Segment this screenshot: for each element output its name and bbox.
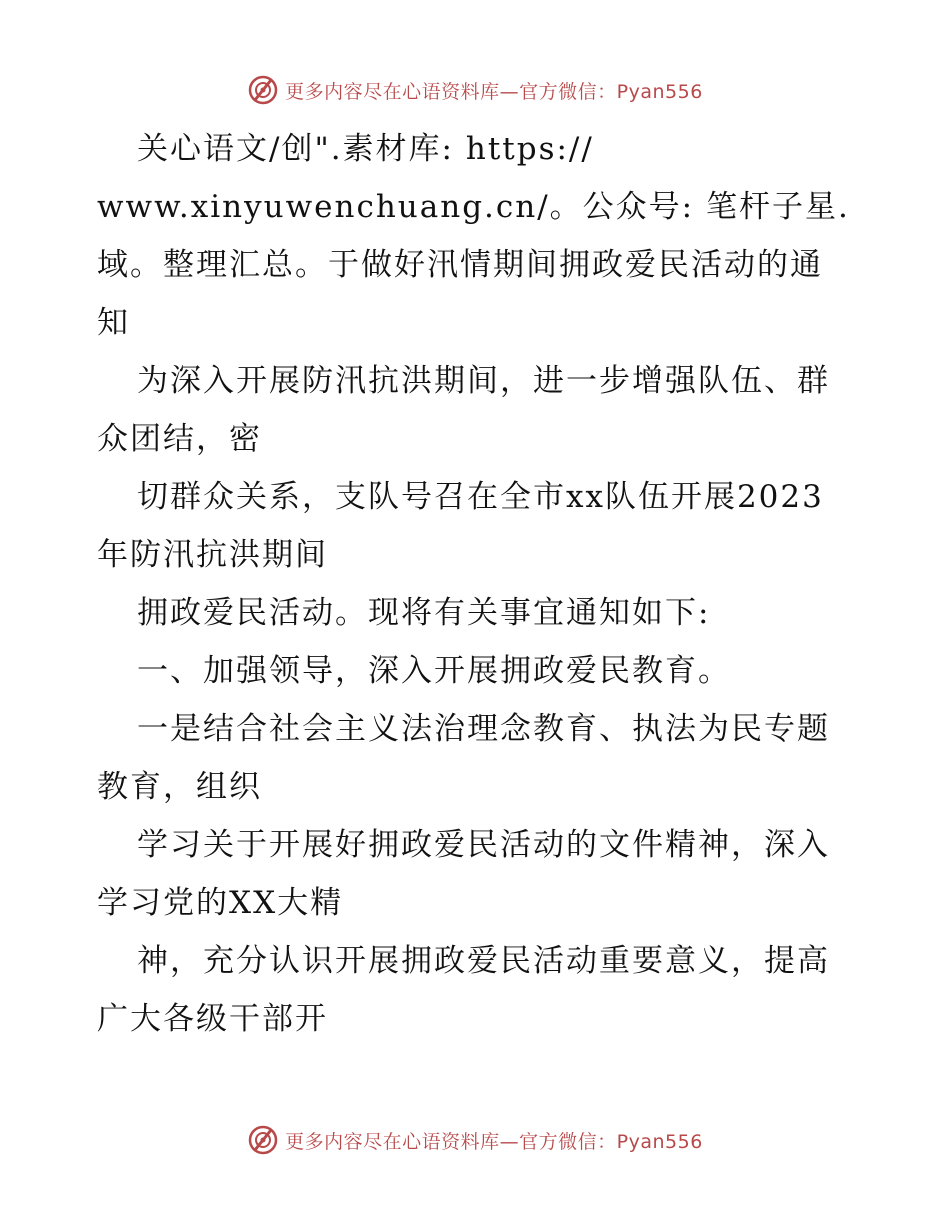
text-line: www.xinyuwenchuang.cn/。公众号: 笔杆子星. xyxy=(97,189,850,225)
text-line: 知 xyxy=(97,305,130,341)
text-line: 学习关于开展好拥政爱民活动的文件精神，深入 xyxy=(137,827,830,863)
text-line: 域。整理汇总。于做好汛情期间拥政爱民活动的通 xyxy=(97,247,823,283)
text-line: 关心语文/创".素材库: https:// xyxy=(137,131,594,167)
watermark-handle: Pyan556 xyxy=(616,80,703,103)
text-line: 切群众关系，支队号召在全市xx队伍开展2023 xyxy=(137,479,824,515)
text-line: 一是结合社会主义法治理念教育、执法为民专题 xyxy=(137,711,830,747)
watermark-text: 更多内容尽在心语资料库—官方微信：Pyan556 xyxy=(285,80,703,103)
text-line: 教育，组织 xyxy=(97,769,262,805)
logo-icon xyxy=(247,74,279,106)
text-line: 神，充分认识开展拥政爱民活动重要意义，提高 xyxy=(137,943,830,979)
logo-icon xyxy=(247,1124,279,1156)
watermark-handle: Pyan556 xyxy=(616,1130,703,1153)
watermark-text: 更多内容尽在心语资料库—官方微信：Pyan556 xyxy=(285,1130,703,1153)
header-watermark xyxy=(0,70,950,110)
text-line: 学习党的XX大精 xyxy=(97,885,344,921)
text-line: 为深入开展防汛抗洪期间，进一步增强队伍、群 xyxy=(137,363,830,399)
text-line: 众团结，密 xyxy=(97,421,262,457)
text-line: 一、加强领导，深入开展拥政爱民教育。 xyxy=(137,653,731,689)
text-line: 年防汛抗洪期间 xyxy=(97,537,328,573)
footer-watermark xyxy=(0,1120,950,1160)
text-line: 拥政爱民活动。现将有关事宜通知如下: xyxy=(137,595,711,631)
text-line: 广大各级干部开 xyxy=(97,1001,328,1037)
document-body xyxy=(97,120,857,1048)
